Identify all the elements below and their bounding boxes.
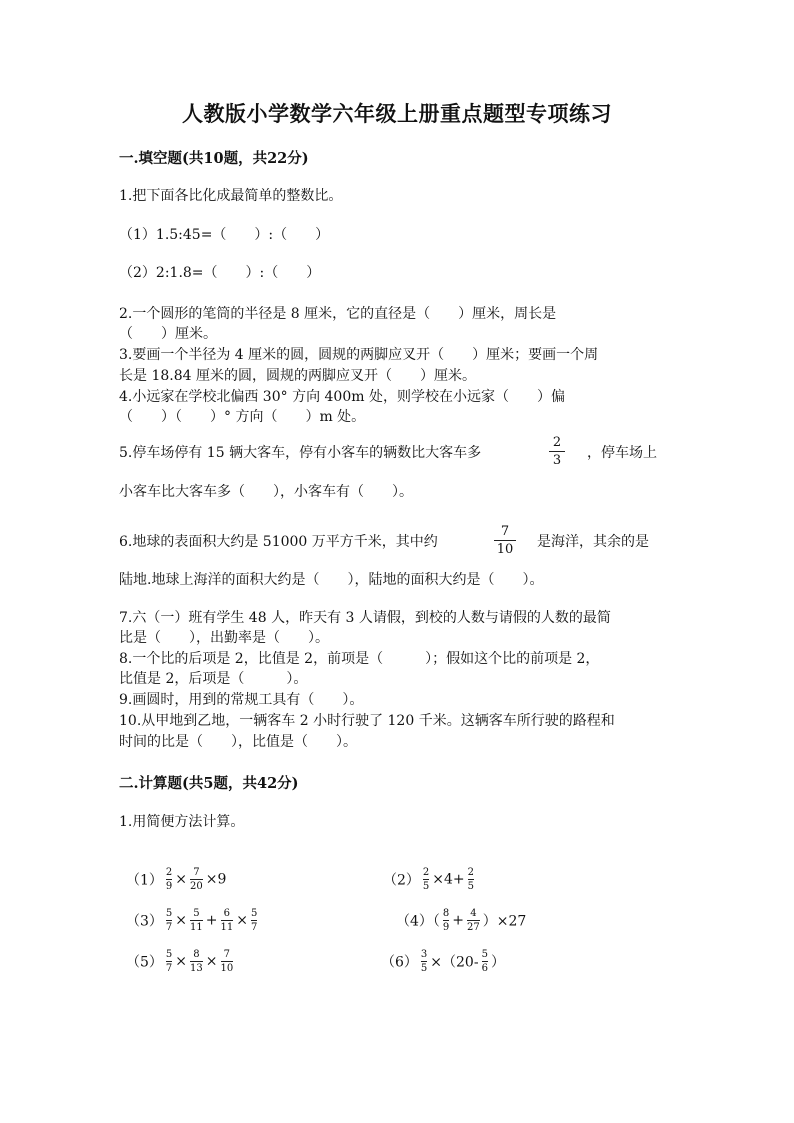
q1-stem: 1.把下面各比化成最简单的整数比。	[119, 188, 343, 204]
calc-item-5-label: （5）	[126, 954, 163, 971]
q2-line-2: （ ）厘米。	[119, 326, 217, 342]
q8-line-2: 比值是 2，后项是（ ）。	[119, 671, 308, 687]
q6-fraction-numerator: 7	[500, 524, 510, 539]
q9: 9.画圆时，用到的常规工具有（ ）。	[119, 692, 364, 708]
fraction: $\frac{2}{5}$	[467, 867, 475, 892]
fraction: $\frac{3}{5}$	[420, 949, 428, 974]
calc-item-3: （3） $\frac{5}{7}$ × $\frac{5}{11}$ + $\frac{6}{11}$ × $\frac{5}{7}$	[126, 908, 258, 933]
fraction: $\frac{5}{11}$	[190, 908, 203, 933]
q6-line-1-post: 是海洋，其余的是	[537, 534, 649, 550]
calc-item-4: （4）（ $\frac{8}{9}$ + $\frac{4}{27}$ ）×27	[396, 908, 527, 933]
calc-item-6-label: （6）	[381, 954, 418, 971]
fraction: $\frac{5}{6}$	[481, 949, 488, 974]
calc-item-3-label: （3）	[126, 913, 163, 930]
calc-item-2-label: （2）	[383, 872, 420, 889]
calc-q1-stem: 1.用简便方法计算。	[119, 814, 245, 830]
q10-line-2: 时间的比是（ ），比值是（ ）。	[119, 734, 357, 750]
q2-line-1: 2.一个圆形的笔筒的半径是 8 厘米，它的直径是（ ）厘米，周长是	[119, 306, 557, 322]
q6-fraction	[494, 524, 516, 557]
fraction: $\frac{8}{13}$	[190, 949, 203, 974]
q5-fraction-numerator: 2	[552, 435, 562, 450]
fraction: $\frac{5}{7}$	[165, 908, 173, 933]
q7-line-1: 7.六（一）班有学生 48 人，昨天有 3 人请假，到校的人数与请假的人数的最简	[119, 610, 611, 626]
calc-item-5: （5） $\frac{5}{7}$ × $\frac{8}{13}$ × $\frac{7}{10}$	[126, 949, 234, 974]
section-1-heading: 一.填空题(共10题，共22分)	[119, 150, 309, 167]
q4-line-1: 4.小远家在学校北偏西 30° 方向 400m 处，则学校在小远家（ ）偏	[119, 389, 565, 405]
fraction: $\frac{8}{9}$	[442, 908, 450, 933]
q6-line-2: 陆地.地球上海洋的面积大约是（ ），陆地的面积大约是（ ）。	[119, 572, 544, 588]
fraction: $\frac{2}{9}$	[165, 867, 173, 892]
q4-line-2: （ ）（ ）° 方向（ ）m 处。	[119, 409, 366, 425]
q6-fraction-denominator: 10	[496, 542, 514, 557]
fraction: $\frac{7}{10}$	[220, 949, 234, 974]
calc-item-2: （2） $\frac{2}{5}$ ×4+ $\frac{2}{5}$	[383, 867, 475, 892]
q8-line-1: 8.一个比的后项是 2，比值是 2，前项是（ ）；假如这个比的前项是 2，	[119, 651, 600, 667]
q5-line-1-pre: 5.停车场停有 15 辆大客车，停有小客车的辆数比大客车多	[119, 445, 482, 461]
fraction: $\frac{4}{27}$	[467, 908, 480, 933]
q5-fraction	[549, 435, 565, 468]
q5-line-2: 小客车比大客车多（ ），小客车有（ ）。	[119, 484, 413, 500]
q5-fraction-denominator: 3	[552, 453, 562, 468]
q1-part-b: （2）2:1.8=（ ）:（ ）	[119, 265, 321, 281]
q3-line-1: 3.要画一个半径为 4 厘米的圆，圆规的两脚应叉开（ ）厘米；要画一个周	[119, 347, 599, 363]
calc-item-1: （1） $\frac{2}{9}$ × $\frac{7}{20}$ ×9	[126, 867, 227, 892]
q10-line-1: 10.从甲地到乙地，一辆客车 2 小时行驶了 120 千米。这辆客车所行驶的路程和	[119, 713, 615, 729]
page-title: 人教版小学数学六年级上册重点题型专项练习	[182, 101, 612, 126]
q6-line-1-pre: 6.地球的表面积大约是 51000 万平方千米，其中约	[119, 534, 438, 550]
calc-item-6: （6） $\frac{3}{5}$ ×（20- $\frac{5}{6}$ ）	[381, 949, 505, 974]
fraction: $\frac{5}{7}$	[165, 949, 173, 974]
fraction: $\frac{5}{7}$	[250, 908, 258, 933]
q3-line-2: 长是 18.84 厘米的圆，圆规的两脚应叉开（ ）厘米。	[119, 368, 476, 384]
fraction: $\frac{6}{11}$	[220, 908, 234, 933]
fraction: $\frac{7}{20}$	[190, 867, 203, 892]
calc-item-1-label: （1）	[126, 872, 163, 889]
q1-part-a: （1）1.5:45=（ ）:（ ）	[119, 227, 330, 243]
fraction: $\frac{2}{5}$	[422, 867, 430, 892]
q7-line-2: 比是（ ），出勤率是（ ）。	[119, 630, 329, 646]
q5-line-1-post: ，停车场上	[587, 445, 657, 461]
calc-item-4-label: （4）	[396, 913, 433, 930]
section-2-heading: 二.计算题(共5题，共42分)	[119, 775, 299, 792]
